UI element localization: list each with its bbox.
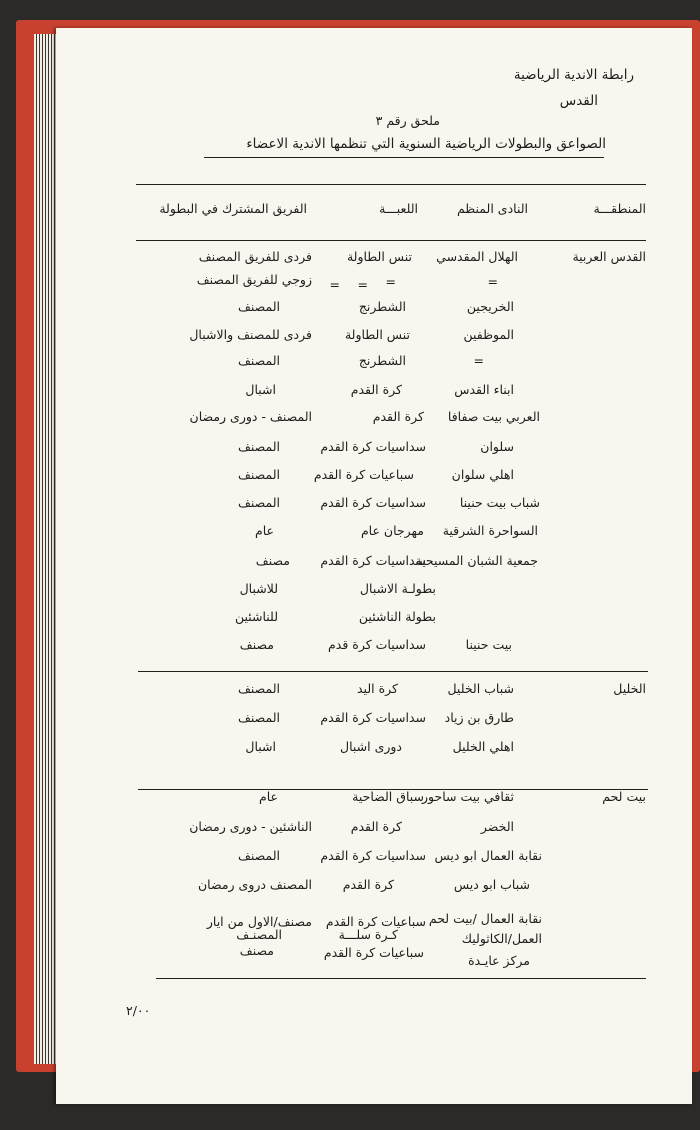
section-rule	[156, 978, 646, 979]
ditto-mark: =	[357, 277, 368, 292]
page-number: ٢/٠٠	[126, 1003, 151, 1018]
col-header-team: الفريق المشترك في البطولة	[159, 201, 307, 216]
region-bethlehem: بيت لحم	[602, 789, 646, 804]
header-rule-bottom	[136, 240, 646, 241]
org-name: رابطة الاندية الرياضية	[513, 67, 634, 83]
region-hebron: الخليل	[613, 681, 646, 696]
col-header-club: النادى المنظم	[456, 201, 528, 216]
ditto-mark: =	[329, 277, 340, 292]
city-name: القدس	[559, 93, 598, 109]
document-title: الصواعق والبطولات الرياضية السنوية التي تنظمها الاندية الاعضاء	[246, 136, 606, 152]
col-header-game: اللعبـــة	[379, 201, 418, 216]
section-rule	[138, 671, 648, 672]
col-header-region: المنطقـــة	[593, 201, 646, 216]
header-rule-top	[136, 184, 646, 185]
annex-label: ملحق رقم ٣	[375, 113, 440, 128]
region-jerusalem: القدس العربية	[572, 249, 646, 264]
document-page: رابطة الاندية الرياضية القدس ملحق رقم ٣ الصواعق والبطولات الرياضية السنوية التي تنظمها الاندية الاعضاء المنطقـــة النادى المنظم اللعبـــة الفريق المشترك في البطولة القدس العربية الهلال المقدسي تنس الطاولة فردى للفريق المصنف = = زوجي للفريق المصنف = = الخريجين الشطرنج المصنف الموظفين تنس الطاولة فردى للمصنف والاشبال = الشطرنج المصنف ابناء القدس كرة القدم اشبال العربي بيت صفافا كرة القدم المصنف - دورى رمضان سلوان سداسيات كرة القدم المصنف اهلي سلوان سباعيات كرة القدم المصنف شباب بيت حنينا سداسيات كرة القدم المصنف السواحرة الشرقية مهرجان عام عام جمعية الشبان المسيحية سداسيات كرة القدم مصنف بطولـة الاشبال للاشبال بطولة الناشئين للناشئين بيت حنينا سداسيات كرة قدم مصنف الخليل شباب الخليل كرة اليد المصنف طارق بن زياد سداسيات كرة القدم المصنف اهلي الخليل دورى اشبال اشبال بيت لحم ثقافي بيت ساحور سباق الضاحية عام الخضر كرة القدم الناشئين - دورى رمضان نقابة العمال ابو ديس سداسيات كرة القدم المصنف شباب ابو ديس كرة القدم المصنف دروى رمضان نقابة العمال /بيت لحم سباعيات كرة القدم مصنف/الاول من ايار العمل/الكاثوليك كـرة سلـــة المصنـف مركز عايـدة سباعيات كرة القدم مصنف ٢/٠٠	[56, 28, 692, 1104]
title-underline	[204, 157, 604, 158]
